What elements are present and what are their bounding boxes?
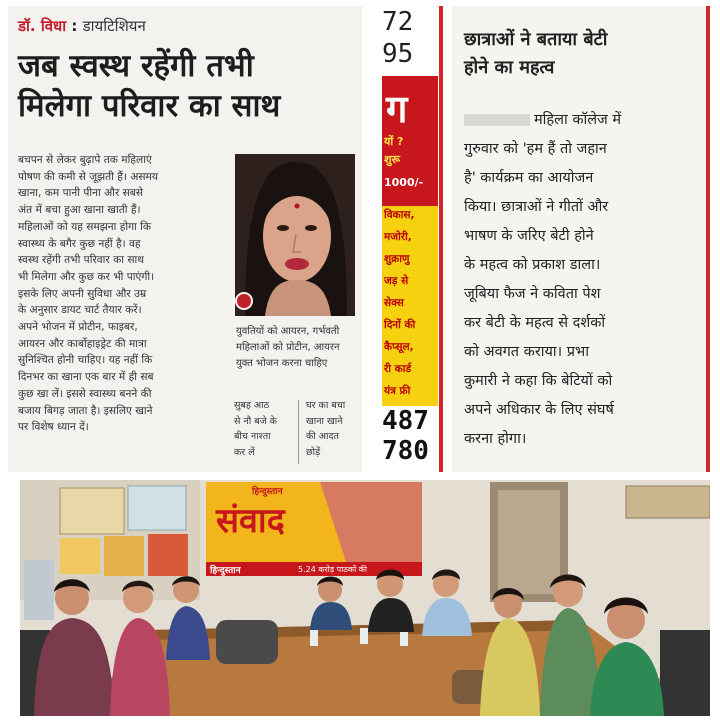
body-line: भी मिलेगा और कुछ कर भी पाएंगी। bbox=[18, 270, 155, 283]
ad-phone-digits: 95 bbox=[382, 39, 414, 69]
left-headline bbox=[18, 46, 358, 126]
body-line: पर विशेष ध्यान दें। bbox=[18, 421, 89, 434]
ad-yellow-line: री कार्ड bbox=[384, 363, 412, 375]
body-line: आयरन और कार्बोहाइड्रेट की मात्रा bbox=[18, 337, 147, 350]
right-headline-line: छात्राओं ने बताया बेटी bbox=[464, 29, 608, 50]
ad-yellow-line: शुक्राणु bbox=[384, 253, 410, 265]
redacted-text bbox=[464, 114, 530, 126]
ad-red-line: शुरू bbox=[384, 153, 401, 166]
body-line: गुरुवार को 'हम हैं तो जहान bbox=[464, 141, 607, 157]
ad-yellow-line: जड़ से bbox=[384, 275, 409, 287]
left-article-clipping bbox=[8, 6, 362, 472]
left-body-text bbox=[18, 152, 226, 436]
right-article-clipping bbox=[452, 6, 706, 472]
body-line: स्वस्थ रहेंगी तभी परिवार का साथ bbox=[18, 254, 145, 267]
body-line: के अनुसार डायट चार्ट तैयार करें। bbox=[18, 304, 142, 317]
body-line: करना होगा। bbox=[464, 431, 527, 447]
tip-line: कर लें bbox=[234, 446, 255, 458]
left-headline-line: जब स्वस्थ रहेंगी तभी bbox=[18, 48, 254, 84]
body-line: अपने अधिकार के लिए संघर्ष bbox=[464, 402, 614, 418]
ad-red-line: यों ? bbox=[384, 135, 404, 148]
tip-line: खाना खाने bbox=[306, 415, 343, 427]
body-line: अपने भोजन में प्रोटीन, फाइबर, bbox=[18, 321, 138, 334]
banner-strip-text: 5.24 करोड़ पाठकों की bbox=[298, 565, 367, 574]
body-line: इसके लिए अपनी सुविधा और उम्र bbox=[18, 287, 147, 300]
body-line: बजाय बिगड़ जाता है। इसलिए खाने bbox=[18, 404, 153, 417]
right-headline bbox=[464, 26, 700, 82]
banner-strip-brand: हिन्दुस्तान bbox=[210, 566, 241, 576]
tip-line: छोड़ें bbox=[306, 446, 321, 458]
tip-breakfast bbox=[234, 398, 292, 460]
tip-line: की आदत bbox=[306, 431, 339, 442]
caption-line: युवतियों को आयरन, गर्भवती bbox=[236, 326, 340, 337]
ad-yellow-line: कैप्सूल, bbox=[384, 341, 414, 353]
ad-phone-digits: 487 bbox=[382, 406, 429, 436]
caption-line: युक्त भोजन करना चाहिए bbox=[236, 358, 328, 369]
dietitian-portrait bbox=[235, 154, 355, 316]
body-line: बचपन से लेकर बुढ़ापे तक महिलाएं bbox=[18, 154, 152, 166]
tip-leftovers bbox=[306, 398, 362, 460]
tip-line: बीच नाश्ता bbox=[234, 431, 271, 442]
tips-box bbox=[234, 398, 362, 468]
body-line: कुमारी ने कहा कि बेटियों को bbox=[464, 373, 613, 389]
byline-role: डायटिशियन bbox=[82, 17, 146, 35]
body-line: दिनभर का खाना एक बार में ही सब bbox=[18, 371, 154, 384]
ad-yellow-line: दिनों की bbox=[384, 319, 416, 331]
body-line: अंत में बचा हुआ खाना खाती हैं। bbox=[18, 204, 141, 217]
right-headline-line: होने का महत्व bbox=[464, 57, 555, 78]
ad-phone-top bbox=[382, 6, 438, 74]
ad-big-letter: ग bbox=[386, 87, 408, 131]
tip-line: सुबह आठ bbox=[234, 400, 270, 411]
body-line: महिलाओं को यह समझना होगा कि bbox=[18, 220, 152, 233]
tip-divider bbox=[298, 400, 299, 464]
byline-separator: : bbox=[66, 17, 83, 35]
advertisement-strip bbox=[382, 6, 438, 472]
ad-yellow-line: यंत्र फ्री bbox=[384, 385, 411, 397]
body-line: है' कार्यक्रम का आयोजन bbox=[464, 170, 594, 186]
ad-phone-digits: 72 bbox=[382, 7, 414, 37]
right-body-text bbox=[464, 106, 700, 454]
ad-yellow-line: सेक्स bbox=[384, 297, 404, 309]
tip-line: से नौ बजे के bbox=[234, 415, 277, 427]
body-line: स्वास्थ्य के बगैर कुछ नहीं है। वह bbox=[18, 237, 141, 250]
body-line: सुनिश्चित होनी चाहिए। यह नहीं कि bbox=[18, 354, 153, 367]
left-headline-line: मिलेगा परिवार का साथ bbox=[18, 88, 281, 124]
caption-line: महिलाओं को प्रोटीन, आयरन bbox=[236, 342, 340, 353]
byline-name: डॉ. विधा bbox=[18, 17, 67, 35]
ad-phone-digits: 780 bbox=[382, 436, 429, 466]
body-line: महिला कॉलेज में bbox=[534, 112, 622, 128]
event-photo-illustration bbox=[20, 480, 710, 716]
column-rule bbox=[439, 6, 443, 472]
event-photo bbox=[20, 480, 710, 716]
banner-brand: हिन्दुस्तान bbox=[252, 487, 283, 497]
tip-line: घर का बचा bbox=[306, 400, 346, 411]
body-line: को अवगत कराया। प्रभा bbox=[464, 344, 589, 360]
body-line: पोषण की कमी से जूझती हैं। असमय bbox=[18, 170, 159, 183]
banner-title: संवाद bbox=[216, 501, 285, 541]
body-line: किया। छात्राओं ने गीतों और bbox=[464, 199, 609, 215]
portrait-caption bbox=[236, 324, 360, 372]
ad-yellow-panel bbox=[382, 206, 438, 406]
byline bbox=[18, 16, 146, 36]
ad-phone-bottom bbox=[382, 406, 438, 466]
body-line: खाना, कम पानी पीना और सबसे bbox=[18, 187, 144, 200]
portrait-illustration bbox=[235, 154, 355, 316]
body-line: भाषण के जरिए बेटी होने bbox=[464, 228, 594, 244]
ad-price: 1000/- bbox=[384, 176, 424, 189]
body-line: कुछ खा लें। इससे स्वास्थ्य बनने की bbox=[18, 387, 152, 400]
ad-yellow-line: मजोरी, bbox=[384, 231, 412, 243]
ad-yellow-line: विकास, bbox=[384, 209, 415, 221]
frame-border bbox=[706, 6, 710, 472]
body-line: कर बेटी के महत्व से दर्शकों bbox=[464, 315, 606, 331]
body-line: के महत्व को प्रकाश डाला। bbox=[464, 257, 601, 273]
body-line: जूबिया फैज ने कविता पेश bbox=[464, 286, 601, 302]
red-bullet-icon bbox=[235, 292, 253, 310]
